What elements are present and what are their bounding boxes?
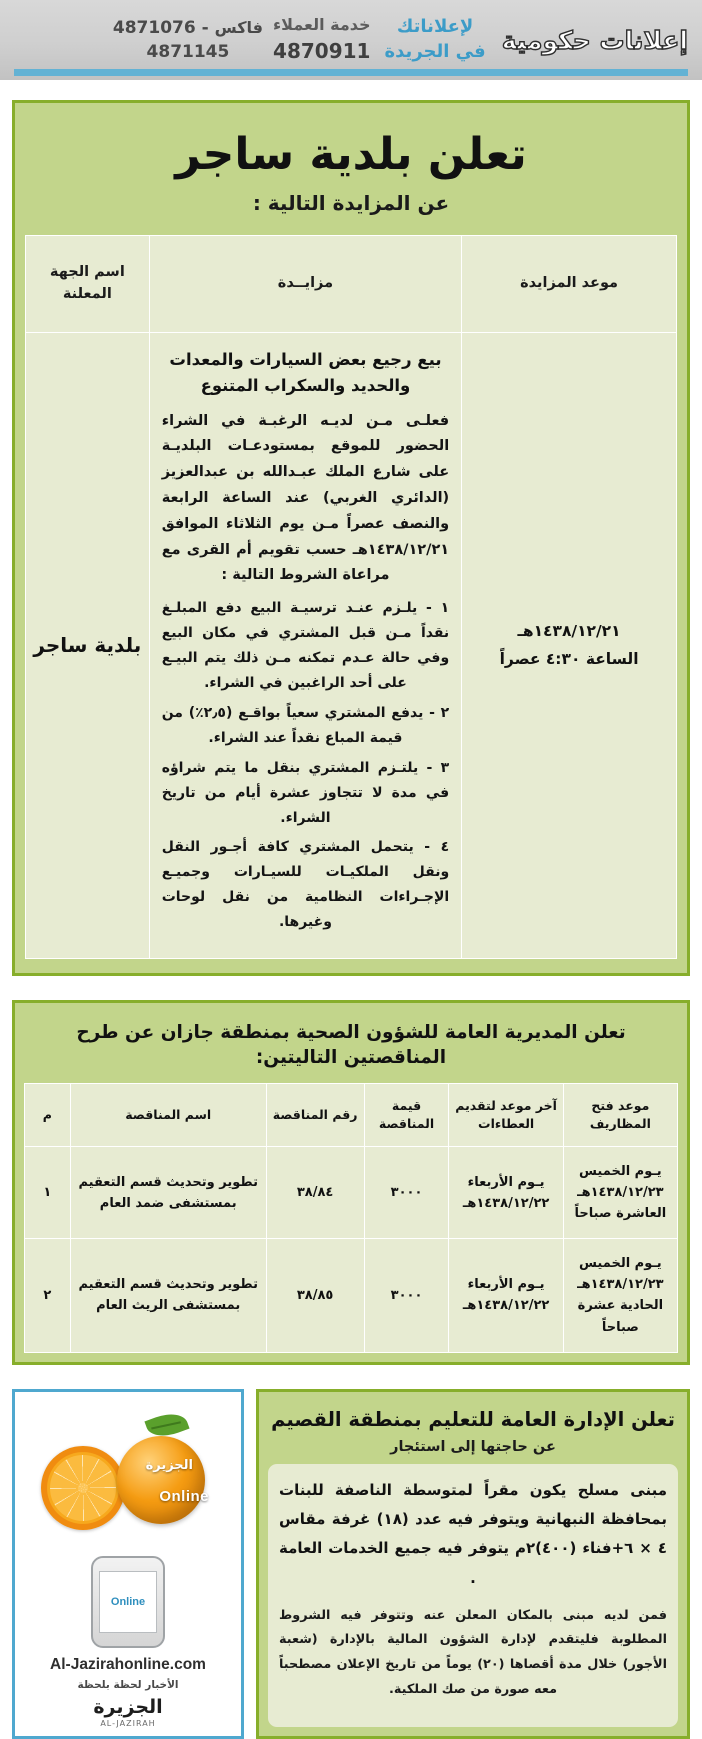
smartphone-icon [91, 1556, 165, 1648]
ad-online-label: Online [159, 1487, 209, 1505]
orange-slice-icon [41, 1446, 125, 1530]
qassim-card [268, 1464, 678, 1727]
government-ads-title: إعلانات حكومية [501, 25, 688, 55]
fax-number-2: 4871145 [146, 42, 230, 62]
sajir-announcement-panel [12, 100, 690, 976]
th-last-date: آخر موعد لتقديم العطاءات [449, 1083, 563, 1146]
for-your-ads-line1: لإعلاناتك [396, 16, 474, 38]
th-auction: مزايــدة [149, 236, 461, 333]
auction-date-cell [462, 332, 677, 958]
fax-number-1: 4871076 - [112, 17, 209, 38]
cell-tender-value: ٣٠٠٠ [364, 1239, 449, 1352]
sajir-title: تعلن بلدية ساجر [175, 129, 527, 180]
aljazirah-online-ad[interactable] [12, 1389, 244, 1739]
header-underline [14, 69, 688, 76]
cell-last-date: يـوم الأربعاء ١٤٣٨/١٢/٢٢هـ [449, 1239, 563, 1352]
auction-paragraph: فعلـى مـن لديـه الرغبـة في الشراء الحضور للموقع بمستودعـات البلديـة على شارع الملك عبـدالله بن عبدالعزيز (الدائري الغربي) عند الساعة الرابعة والنصف عصراً مـن يوم الثلاثاء الموافق ١٤٣٨/١٢/٢١هـ حسب تقويم أم القرى مع مراعاة الشروط التالية : [161, 412, 450, 584]
tender-table-header-row [25, 1083, 678, 1146]
th-tender-number: رقم المناقصة [266, 1083, 364, 1146]
auction-details-cell [149, 332, 461, 958]
auction-date-line1: ١٤٣٨/١٢/٢١هـ [517, 621, 621, 640]
auction-date-line2: الساعة ٤:٣٠ عصراً [499, 650, 639, 669]
phone-screen [99, 1571, 157, 1633]
th-serial: م [25, 1083, 71, 1146]
th-entity-name: اسم الجهة المعلنة [26, 236, 150, 333]
customer-service-label: خدمة العملاء [273, 15, 371, 35]
auction-condition: ٢ - يدفع المشتري سعياً بواقـع (٢٫٥٪) من قيمة المباع نقداً عند الشراء. [161, 704, 450, 746]
cell-last-date: يـوم الأربعاء ١٤٣٨/١٢/٢٢هـ [449, 1147, 563, 1239]
entity-name-cell: بلدية ساجر [26, 332, 150, 958]
cell-tender-number: ٣٨/٨٤ [266, 1147, 364, 1239]
cell-serial: ١ [25, 1147, 71, 1239]
fax-block [113, 16, 263, 64]
ad-tagline: الأخبار لحظة بلحظة [77, 1678, 179, 1691]
customer-service-number: 4870911 [273, 39, 371, 64]
qassim-education-panel [256, 1389, 690, 1739]
tender-table [24, 1083, 678, 1353]
th-tender-name: اسم المناقصة [70, 1083, 266, 1146]
cell-tender-value: ٣٠٠٠ [364, 1147, 449, 1239]
page-header [0, 0, 702, 80]
cell-open-date: يـوم الخميس ١٤٣٨/١٢/٢٣هـ الحادية عشرة صباحاً [563, 1239, 677, 1352]
jazan-title: تعلن المديرية العامة للشؤون الصحية بمنطقة جازان عن طرح المناقصتين التاليتين: [76, 1022, 626, 1068]
auction-table-header-row [26, 236, 677, 333]
table-row [25, 1147, 678, 1239]
cell-tender-name: تطوير وتحديث قسم التعقيم بمستشفى ضمد العام [70, 1147, 266, 1239]
th-auction-date: موعد المزايدة [462, 236, 677, 333]
qassim-lead-text: مبنى مسلح يكون مقراً لمتوسطة الناصفة للبنات بمحافظة النبهانية ويتوفر فيه عدد (١٨) غرفة مقاس ٤ × ٦+فناء (٤٠٠)٢م يتوفر فيه جميع الخدمات العامة . [279, 1480, 667, 1587]
phone-online-label: Online [110, 1595, 146, 1608]
ad-brand-arabic: الجزيرة [145, 1457, 193, 1473]
auction-condition: ٤ - يتحمل المشتري كافة أجـور النقل ونقل الملكيـات للسيـارات وجميـع الإجـراءات النظامية من نقل لوحات وغيرها. [161, 839, 450, 931]
fax-line1 [113, 16, 263, 40]
fax-label: فاكس [214, 17, 263, 37]
jazan-health-panel [12, 1000, 690, 1365]
customer-service-block [273, 14, 371, 65]
auction-condition: ٣ - يلتـزم المشتري بنقل ما يتم شراؤه في مدة لا تتجاوز عشرة أيام من تاريخ الشراء. [161, 759, 450, 826]
cell-serial: ٢ [25, 1239, 71, 1352]
auction-table [25, 235, 677, 959]
auction-condition: ١ - يلـزم عنـد ترسيـة البيع دفع المبلـغ نقداً مـن قبل المشتري في مكان البيع وفي حالة عـدم تمكنه مـن ذلك يتم البيـع على أحد الراغبين في الشراء. [161, 600, 450, 691]
qassim-title: تعلن الإدارة العامة للتعليم بمنطقة القصيم [271, 1407, 675, 1431]
qassim-subtitle: عن حاجتها إلى استئجار [390, 1438, 556, 1455]
table-row [25, 1239, 678, 1352]
spacer [0, 1365, 702, 1389]
table-row [26, 332, 677, 958]
cell-open-date: يـوم الخميس ١٤٣٨/١٢/٢٣هـ العاشرة صباحاً [563, 1147, 677, 1239]
aljazirah-logo: الجزيرة [93, 1695, 163, 1718]
th-tender-value: قيمة المناقصة [364, 1083, 449, 1146]
bottom-row [12, 1389, 690, 1739]
for-your-ads-line2: في الجريدة [384, 41, 486, 62]
spacer [0, 976, 702, 1000]
ad-artwork [23, 1402, 233, 1552]
ad-website-url[interactable]: Al-Jazirahonline.com [50, 1655, 206, 1673]
cell-tender-number: ٣٨/٨٥ [266, 1239, 364, 1352]
cell-tender-name: تطوير وتحديث قسم التعقيم بمستشفى الريث العام [70, 1239, 266, 1352]
th-open-date: موعد فتح المظاريف [563, 1083, 677, 1146]
qassim-body-text: فمن لديه مبنى بالمكان المعلن عنه وتتوفر فيه الشروط المطلوبة فليتقدم لإدارة الشؤون المالية بالإدارة (شعبة الأجور) خلال مدة أقصاها (٢٠) يوماً من تاريخ الإعلان مصطحباً معه صورة من صك الملكية. [279, 1607, 667, 1697]
auction-heading: بيع رجيع بعض السيارات والمعدات والحديد والسكراب المتنوع [169, 349, 442, 396]
aljazirah-logo-sub: AL-JAZIRAH [100, 1718, 156, 1728]
for-your-ads-label [385, 15, 486, 65]
orange-fruit-icon [117, 1436, 205, 1524]
sajir-subtitle: عن المزايدة التالية : [252, 191, 450, 216]
